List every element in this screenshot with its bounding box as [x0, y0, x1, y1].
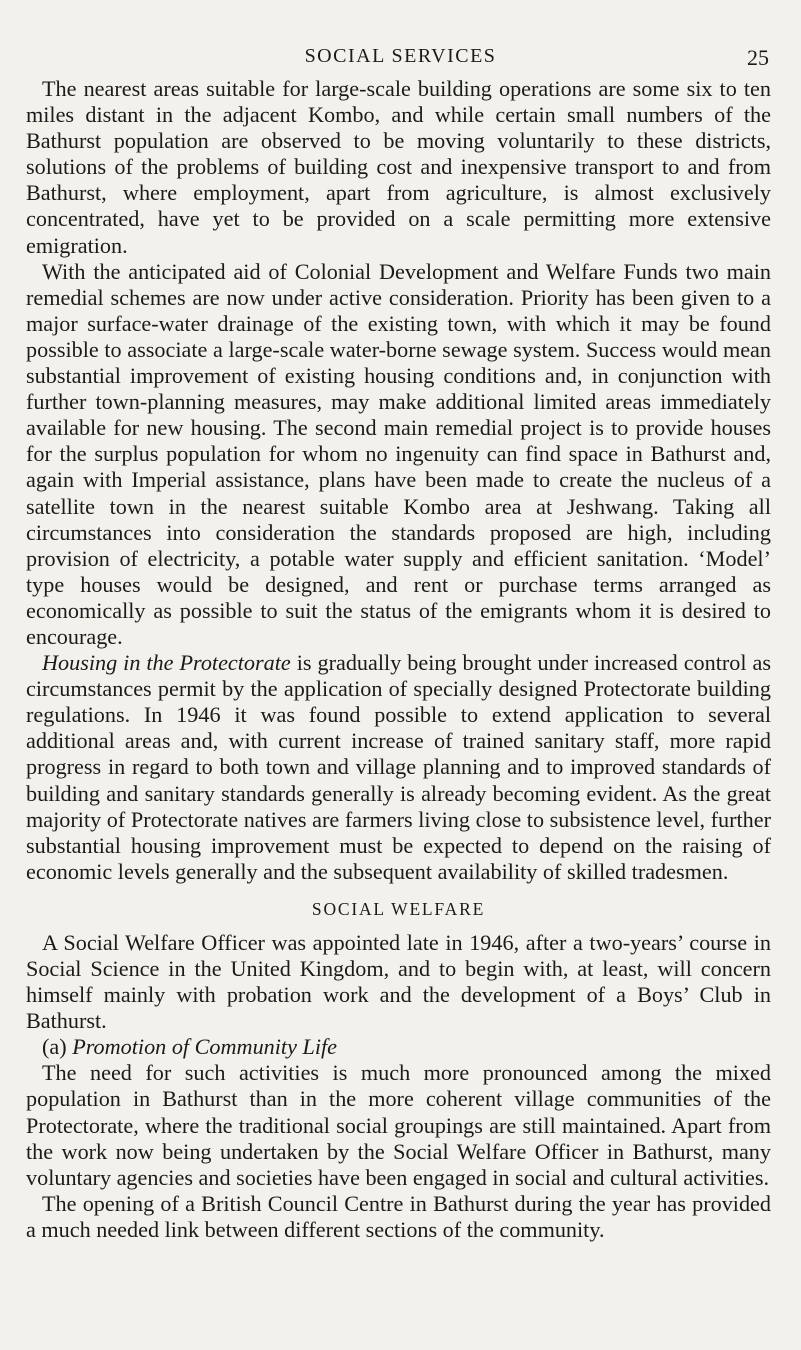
page-header: [0, 45, 801, 75]
subheading-title: Promotion of Community Life: [72, 1034, 337, 1060]
subheading-community-life: [26, 1034, 771, 1060]
paragraph-british-council: The opening of a British Council Centre in Bathurst during the year has provided a much needed link between different sections of the community.: [26, 1190, 771, 1242]
subheading-label: (a): [42, 1034, 73, 1060]
protectorate-lead: Housing in the Protectorate: [42, 650, 291, 676]
section-heading-social-welfare: SOCIAL WELFARE: [311, 898, 486, 919]
running-head: SOCIAL SERVICES: [304, 45, 497, 67]
protectorate-text: is gradually being brought under increased control as circumstances permit by the application of specially designed Protectorate building regulations. In 1946 it was found possible to extend application to several additional areas and, with current increase of trained sanitary staff, more rapid progress in regard to both town and village planning and to improved standards of building and sanitary standards generally is already becoming evident. As the great majority of Protectorate natives are farmers living close to subsistence level, further substantial housing improvement must be expected to depend on the raising of economic levels generally and the subsequent availability of skilled tradesmen.: [26, 650, 772, 884]
paragraph-welfare-officer: A Social Welfare Officer was appointed late in 1946, after a two-years’ course in Social Science in the United Kingdom, and to begin with, at least, will concern himself mainly with probation work and the development of a Boys’ Club in Bathurst.: [26, 929, 771, 1034]
paragraph-protectorate-housing: [26, 650, 771, 885]
paragraph-kombo-areas: The nearest areas suitable for large-scale building operations are some six to ten miles distant in the adjacent Kombo, and while certain small numbers of the Bathurst population are observed to be moving voluntarily to these districts, solutions of the problems of building cost and inexpensive transport to and from Bathurst, where employment, apart from agriculture, is almost exclusively concentrated, have yet to be provided on a scale permitting more extensive emigration.: [26, 76, 771, 258]
page-number: 25: [747, 45, 769, 70]
paragraph-community-needs: The need for such activities is much more pronounced among the mixed population in Bathurst than in the more coherent village communities of the Protectorate, where the traditional social groupings are still maintained. Apart from the work now being undertaken by the Social Welfare Officer in Bathurst, many voluntary agencies and societies have been engaged in social and cultural activities.: [26, 1060, 771, 1190]
body-text: [26, 76, 771, 1243]
paragraph-remedial-schemes: With the anticipated aid of Colonial Development and Welfare Funds two main remedial schemes are now under active consideration. Priority has been given to a major surface-water drainage of the existing town, with which it may be found possible to associate a large-scale water-borne sewage system. Success would mean substantial improvement of existing housing conditions and, in conjunction with further town-planning measures, may make additional limited areas immediately available for new housing. The second main remedial project is to provide houses for the surplus population for whom no ingenuity can find space in Bathurst and, again with Imperial assistance, plans have been made to create the nucleus of a satellite town in the nearest suitable Kombo area at Jeshwang. Taking all circumstances into consideration the standards proposed are high, including provision of electricity, a potable water supply and efficient sanitation. ‘Model’ type houses would be designed, and rent or purchase terms arranged as economically as possible to suit the status of the emigrants whom it is desired to encourage.: [26, 258, 771, 649]
